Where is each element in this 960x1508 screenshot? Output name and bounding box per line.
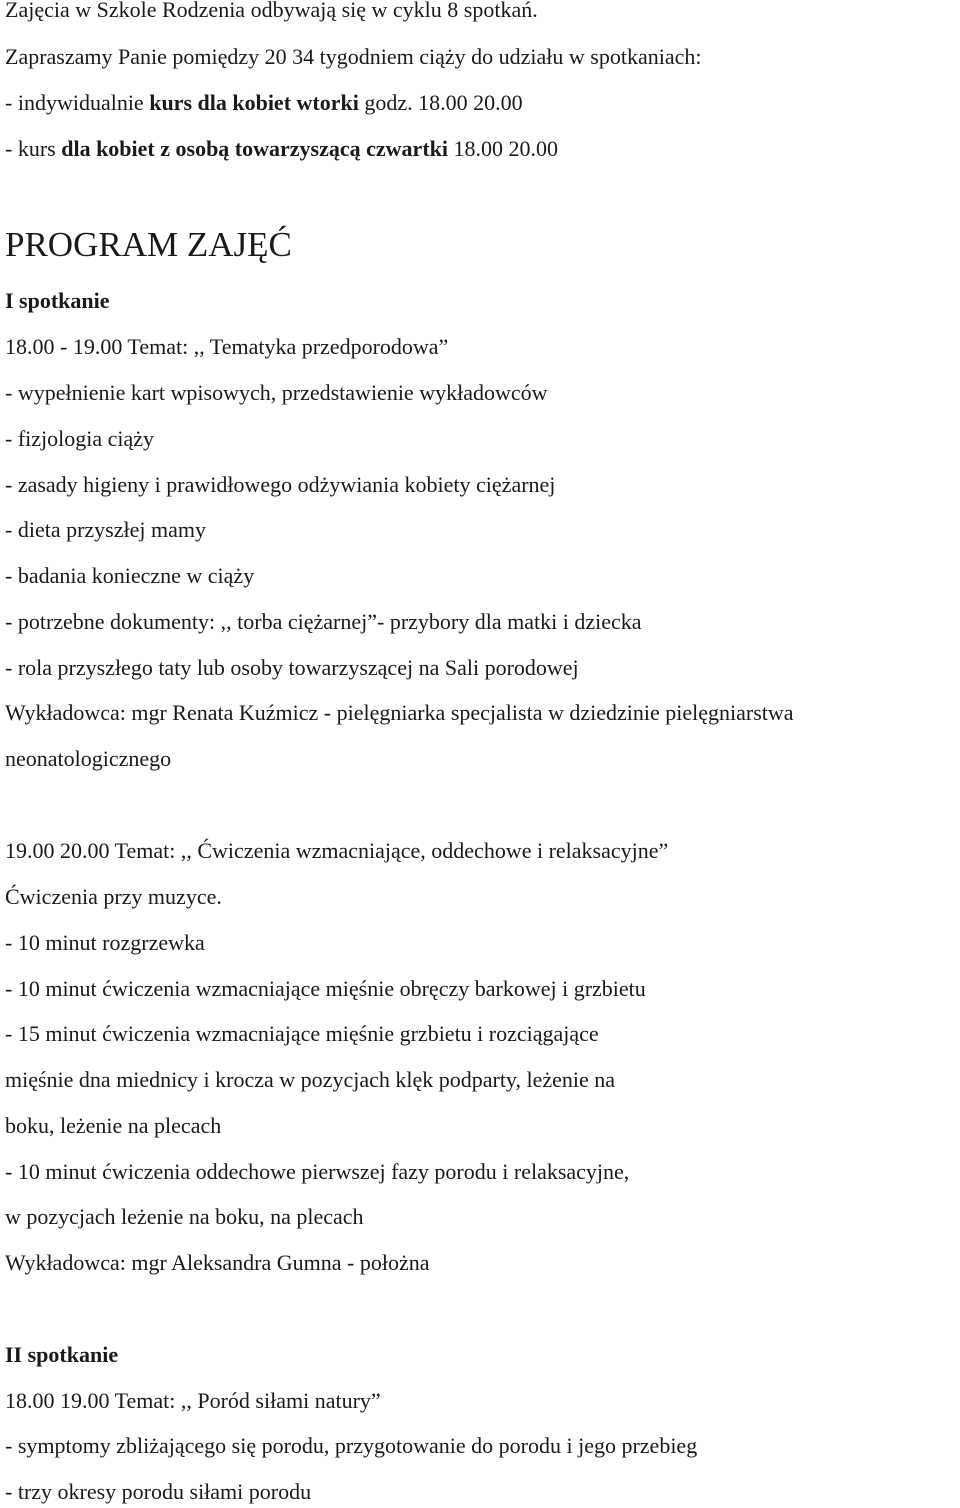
intro-line-invitation: Zapraszamy Panie pomiędzy 20 34 tygodniem ciąży do udziału w spotkaniach: <box>5 44 702 69</box>
list-item: - zasady higieny i prawidłowego odżywiania kobiety ciężarnej <box>5 472 556 497</box>
list-item: - trzy okresy porodu siłami porodu <box>5 1479 312 1504</box>
list-item: - rola przyszłego taty lub osoby towarzyszącej na Sali porodowej <box>5 655 579 680</box>
meeting-1-heading: I spotkanie <box>5 288 110 313</box>
session-line: w pozycjach leżenie na boku, na plecach <box>5 1204 364 1229</box>
list-item: - wypełnienie kart wpisowych, przedstawienie wykładowców <box>5 380 548 405</box>
session-line: Ćwiczenia przy muzyce. <box>5 884 222 909</box>
list-item: - symptomy zbliżającego się porodu, przygotowanie do porodu i jego przebieg <box>5 1433 698 1458</box>
list-item: - potrzebne dokumenty: ,, torba ciężarnej”- przybory dla matki i dziecka <box>5 609 642 634</box>
lecturer-line-continuation: neonatologicznego <box>5 746 172 771</box>
meeting-1-session-1-header: 18.00 - 19.00 Temat: ,, Tematyka przedporodowa” <box>5 334 449 359</box>
meeting-1-session-2-header: 19.00 20.00 Temat: ,, Ćwiczenia wzmacniające, oddechowe i relaksacyjne” <box>5 838 669 863</box>
session-line: boku, leżenie na plecach <box>5 1113 222 1138</box>
session-line: mięśnie dna miednicy i krocza w pozycjach klęk podparty, leżenie na <box>5 1067 616 1092</box>
list-item: - badania konieczne w ciąży <box>5 563 255 588</box>
session-line: - 10 minut ćwiczenia oddechowe pierwszej fazy porodu i relaksacyjne, <box>5 1159 630 1184</box>
session-line: - 10 minut ćwiczenia wzmacniające mięśnie obręczy barkowej i grzbietu <box>5 976 646 1001</box>
intro-line-companion-course: - kurs dla kobiet z osobą towarzyszącą czwartki 18.00 20.00 <box>5 136 558 161</box>
list-item: - fizjologia ciąży <box>5 426 155 451</box>
list-item: - dieta przyszłej mamy <box>5 517 206 542</box>
intro-line-individual-course: - indywidualnie kurs dla kobiet wtorki godz. 18.00 20.00 <box>5 90 523 115</box>
lecturer-line: Wykładowca: mgr Aleksandra Gumna - położna <box>5 1250 430 1275</box>
lecturer-line: Wykładowca: mgr Renata Kuźmicz - pielęgniarka specjalista w dziedzinie pielęgniarstwa <box>5 700 794 725</box>
session-line: - 10 minut rozgrzewka <box>5 930 205 955</box>
meeting-2-session-1-header: 18.00 19.00 Temat: ,, Poród siłami natury” <box>5 1388 381 1413</box>
session-line: - 15 minut ćwiczenia wzmacniające mięśnie grzbietu i rozciągające <box>5 1021 599 1046</box>
meeting-2-heading: II spotkanie <box>5 1342 119 1367</box>
intro-line-cycle: Zajęcia w Szkole Rodzenia odbywają się w cyklu 8 spotkań. <box>5 0 538 22</box>
program-title: PROGRAM ZAJĘĆ <box>5 225 292 264</box>
